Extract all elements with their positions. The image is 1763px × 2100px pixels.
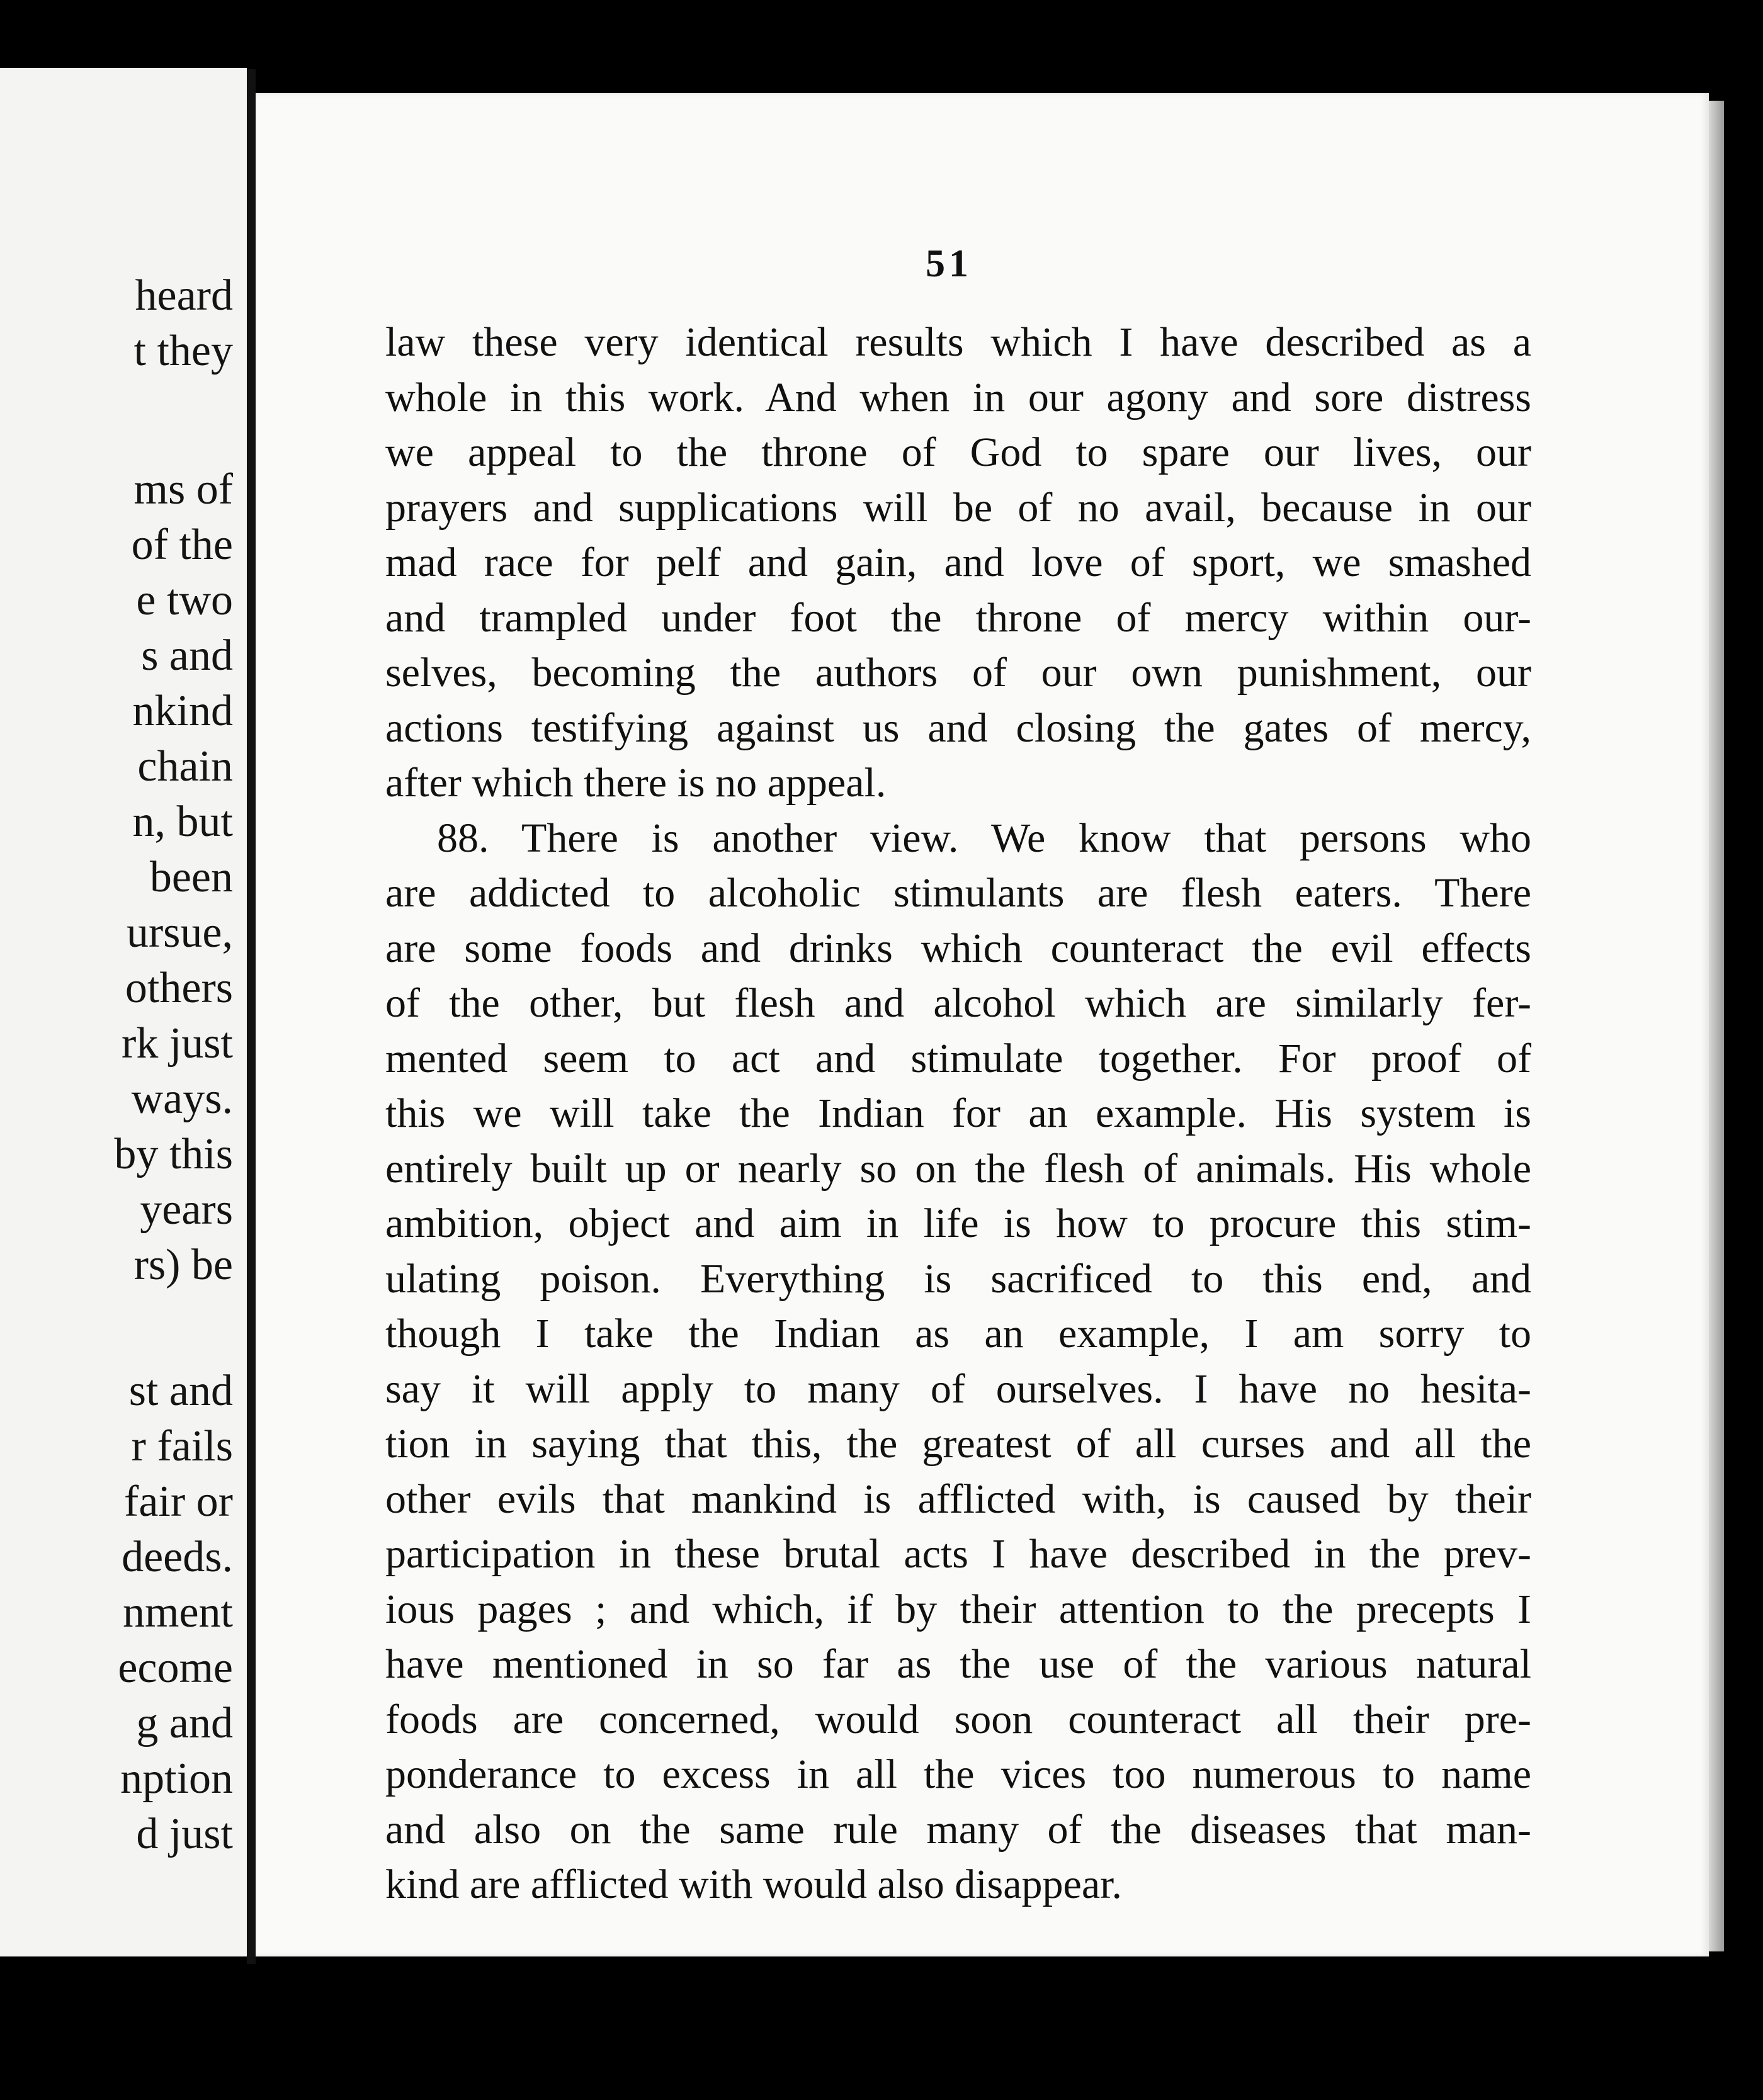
text-line: this we will take the Indian for an example. His system is	[385, 1090, 1531, 1136]
left-fragment: fair or	[124, 1477, 233, 1526]
left-fragment: heard	[135, 271, 233, 320]
text-line: tion in saying that this, the greatest of all curses and all the	[385, 1421, 1531, 1467]
text-line: are addicted to alcoholic stimulants are flesh eaters. There	[385, 870, 1531, 916]
left-fragment: by this	[114, 1130, 233, 1178]
left-fragment: e two	[136, 576, 233, 624]
text-line: whole in this work. And when in our agony and sore distress	[385, 374, 1531, 421]
text-line: say it will apply to many of ourselves. I have no hesita-	[385, 1365, 1531, 1412]
left-fragment: s and	[141, 631, 233, 680]
text-line: ious pages ; and which, if by their attention to the precepts I	[385, 1586, 1531, 1632]
left-fragment: ms of	[133, 465, 233, 514]
left-fragment: n, but	[132, 798, 233, 846]
left-fragment: nment	[123, 1588, 233, 1637]
left-fragment: t they	[133, 327, 233, 375]
text-line: ulating poison. Everything is sacrificed to this end, and	[385, 1255, 1531, 1302]
left-fragment: deeds.	[122, 1533, 233, 1581]
left-fragment: rk just	[122, 1019, 233, 1068]
left-fragment: nkind	[132, 687, 233, 735]
text-line: though I take the Indian as an example, I am sorry to	[385, 1311, 1531, 1357]
left-fragment: of the	[131, 521, 233, 569]
text-line: 88. There is another view. We know that persons who	[437, 815, 1531, 861]
text-line: and trampled under foot the throne of mercy within our-	[385, 594, 1531, 641]
left-fragment: been	[149, 853, 233, 901]
text-line: law these very identical results which I have described as a	[385, 319, 1531, 365]
page-number: 51	[926, 242, 972, 285]
text-line: of the other, but flesh and alcohol which are similarly fer-	[385, 980, 1531, 1026]
page-edge	[1709, 101, 1724, 1951]
left-fragment: years	[140, 1185, 233, 1234]
text-line: foods are concerned, would soon counteract all their pre-	[385, 1696, 1531, 1742]
left-fragment: g and	[136, 1699, 233, 1747]
text-line: actions testifying against us and closing the gates of mercy,	[385, 704, 1531, 751]
left-fragment: nption	[120, 1754, 233, 1803]
text-line: have mentioned in so far as the use of the various natural	[385, 1641, 1531, 1687]
text-line: after which there is no appeal.	[385, 760, 887, 806]
left-fragment: r fails	[131, 1422, 233, 1471]
text-line: kind are afflicted with would also disappear.	[385, 1861, 1122, 1907]
left-fragment: others	[125, 964, 233, 1012]
text-line: mad race for pelf and gain, and love of sport, we smashed	[385, 539, 1531, 585]
left-fragment: st and	[128, 1367, 233, 1415]
left-fragment: ecome	[118, 1644, 233, 1692]
paragraph-1	[385, 315, 1531, 811]
left-fragment: ursue,	[126, 908, 233, 957]
text-line: selves, becoming the authors of our own punishment, our	[385, 650, 1531, 696]
text-line: participation in these brutal acts I have described in the prev-	[385, 1531, 1531, 1577]
text-line: are some foods and drinks which counteract the evil effects	[385, 925, 1531, 971]
paragraph-2	[385, 811, 1531, 1912]
text-line: and also on the same rule many of the diseases that man-	[385, 1806, 1531, 1853]
left-fragment: rs) be	[133, 1241, 233, 1289]
book-gutter	[247, 69, 256, 1964]
text-line: other evils that mankind is afflicted with, is caused by their	[385, 1476, 1531, 1522]
left-page	[0, 68, 247, 1956]
text-line: ambition, object and aim in life is how to procure this stim-	[385, 1200, 1531, 1246]
text-line: entirely built up or nearly so on the flesh of animals. His whole	[385, 1145, 1531, 1192]
left-fragment: ways.	[131, 1075, 233, 1123]
text-line: ponderance to excess in all the vices too numerous to name	[385, 1751, 1531, 1797]
text-line: prayers and supplications will be of no avail, because in our	[385, 484, 1531, 531]
text-line: mented seem to act and stimulate together. For proof of	[385, 1035, 1531, 1081]
body-text	[385, 315, 1531, 1912]
left-fragment: d just	[136, 1810, 233, 1858]
text-line: we appeal to the throne of God to spare our lives, our	[385, 429, 1531, 475]
left-fragment: chain	[137, 742, 233, 791]
